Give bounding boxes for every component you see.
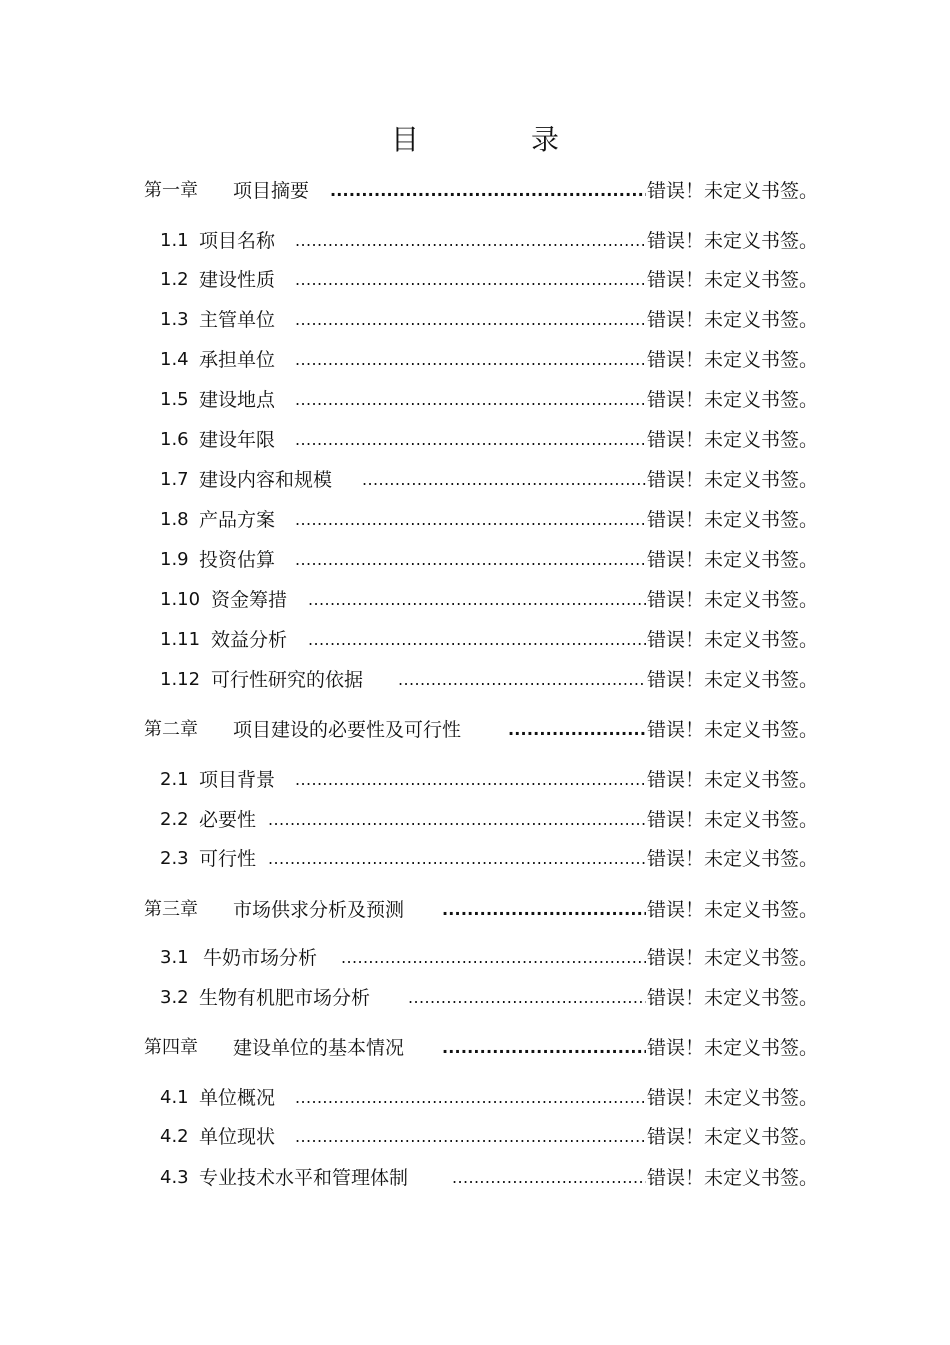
toc-chapter[interactable] <box>0 895 950 925</box>
toc-label: 生物有机肥市场分析 <box>199 987 371 1009</box>
toc-section[interactable] <box>0 943 950 973</box>
toc-page-ref: 错误！未定义书签。 <box>647 429 819 451</box>
toc-label: 效益分析 <box>211 629 288 651</box>
toc-section[interactable] <box>0 345 950 375</box>
toc-number: 第四章 <box>144 1037 198 1058</box>
toc-number: 1.2 <box>160 269 189 290</box>
toc-number: 1.9 <box>160 549 189 570</box>
toc-page-ref: 错误！未定义书签。 <box>647 987 819 1009</box>
toc-number: 1.7 <box>160 469 189 490</box>
toc-section[interactable] <box>0 265 950 295</box>
toc-leader-dots <box>330 176 646 206</box>
toc-page-ref: 错误！未定义书签。 <box>647 947 819 969</box>
toc-leader-dots <box>508 715 646 745</box>
toc-chapter[interactable] <box>0 1033 950 1063</box>
toc-number: 2.2 <box>160 809 189 830</box>
toc-number: 1.3 <box>160 309 189 330</box>
toc-number: 1.11 <box>160 629 201 650</box>
toc-number: 第二章 <box>144 719 198 740</box>
toc-leader-dots <box>308 625 646 655</box>
toc-leader-dots <box>295 305 646 335</box>
toc-section[interactable] <box>0 805 950 835</box>
toc-page-ref: 错误！未定义书签。 <box>647 1037 819 1059</box>
toc-number: 1.8 <box>160 509 189 530</box>
toc-page-ref: 错误！未定义书签。 <box>647 589 819 611</box>
toc-label: 建设年限 <box>199 429 276 451</box>
toc-page-ref: 错误！未定义书签。 <box>647 269 819 291</box>
toc-page-ref: 错误！未定义书签。 <box>647 469 819 491</box>
toc-number: 1.12 <box>160 669 201 690</box>
toc-leader-dots <box>398 665 646 695</box>
toc-leader-dots <box>308 585 646 615</box>
toc-leader-dots <box>268 844 646 874</box>
toc-number: 2.1 <box>160 769 189 790</box>
toc-page-ref: 错误！未定义书签。 <box>647 1167 819 1189</box>
toc-page-ref: 错误！未定义书签。 <box>647 848 819 870</box>
toc-number: 3.1 <box>160 947 189 968</box>
toc-leader-dots <box>408 983 646 1013</box>
toc-page-ref: 错误！未定义书签。 <box>647 509 819 531</box>
toc-label: 项目名称 <box>199 230 276 252</box>
toc-page-ref: 错误！未定义书签。 <box>647 389 819 411</box>
toc-section[interactable] <box>0 665 950 695</box>
toc-section[interactable] <box>0 1163 950 1193</box>
toc-section[interactable] <box>0 305 950 335</box>
toc-section[interactable] <box>0 585 950 615</box>
toc-page-ref: 错误！未定义书签。 <box>647 809 819 831</box>
title-char-2: 录 <box>531 123 560 156</box>
toc-section[interactable] <box>0 983 950 1013</box>
toc-page-ref: 错误！未定义书签。 <box>647 1087 819 1109</box>
toc-label: 专业技术水平和管理体制 <box>199 1167 409 1189</box>
toc-leader-dots <box>442 895 646 925</box>
toc-section[interactable] <box>0 425 950 455</box>
toc-leader-dots <box>268 805 646 835</box>
toc-number: 4.3 <box>160 1167 189 1188</box>
toc-label: 建设内容和规模 <box>199 469 333 491</box>
toc-number: 1.1 <box>160 230 189 251</box>
toc-label: 资金筹措 <box>211 589 288 611</box>
toc-number: 2.3 <box>160 848 189 869</box>
toc-leader-dots <box>341 943 646 973</box>
toc-page-ref: 错误！未定义书签。 <box>647 899 819 921</box>
toc-label: 单位概况 <box>199 1087 276 1109</box>
toc-section[interactable] <box>0 844 950 874</box>
toc-label: 单位现状 <box>199 1126 276 1148</box>
toc-number: 第三章 <box>144 899 198 920</box>
toc-section[interactable] <box>0 465 950 495</box>
toc-number: 4.1 <box>160 1087 189 1108</box>
toc-label: 牛奶市场分析 <box>203 947 318 969</box>
toc-leader-dots <box>295 425 646 455</box>
toc-leader-dots <box>295 226 646 256</box>
toc-section[interactable] <box>0 1122 950 1152</box>
toc-label: 项目摘要 <box>233 180 310 202</box>
toc-section[interactable] <box>0 1083 950 1113</box>
toc-number: 1.4 <box>160 349 189 370</box>
toc-label: 项目建设的必要性及可行性 <box>233 719 462 741</box>
toc-leader-dots <box>295 345 646 375</box>
toc-label: 必要性 <box>199 809 257 831</box>
toc-label: 承担单位 <box>199 349 276 371</box>
toc-leader-dots <box>295 265 646 295</box>
title-char-1: 目 <box>390 123 419 156</box>
toc-leader-dots <box>452 1163 646 1193</box>
toc-page-ref: 错误！未定义书签。 <box>647 309 819 331</box>
toc-number: 1.6 <box>160 429 189 450</box>
toc-page-ref: 错误！未定义书签。 <box>647 719 819 741</box>
toc-label: 主管单位 <box>199 309 276 331</box>
toc-leader-dots <box>295 505 646 535</box>
toc-leader-dots <box>442 1033 646 1063</box>
toc-leader-dots <box>295 545 646 575</box>
toc-number: 3.2 <box>160 987 189 1008</box>
toc-section[interactable] <box>0 226 950 256</box>
toc-section[interactable] <box>0 625 950 655</box>
toc-leader-dots <box>362 465 646 495</box>
toc-page-ref: 错误！未定义书签。 <box>647 769 819 791</box>
toc-label: 产品方案 <box>199 509 276 531</box>
toc-number: 1.5 <box>160 389 189 410</box>
toc-label: 可行性研究的依据 <box>211 669 364 691</box>
toc-leader-dots <box>295 1122 646 1152</box>
toc-number: 1.10 <box>160 589 201 610</box>
toc-label: 投资估算 <box>199 549 276 571</box>
toc-section[interactable] <box>0 545 950 575</box>
toc-section[interactable] <box>0 765 950 795</box>
toc-page-ref: 错误！未定义书签。 <box>647 349 819 371</box>
toc-label: 建设性质 <box>199 269 276 291</box>
toc-leader-dots <box>295 385 646 415</box>
page-title <box>0 118 950 158</box>
toc-label: 建设单位的基本情况 <box>233 1037 405 1059</box>
toc-section[interactable] <box>0 505 950 535</box>
toc-page-ref: 错误！未定义书签。 <box>647 230 819 252</box>
toc-label: 建设地点 <box>199 389 276 411</box>
toc-page-ref: 错误！未定义书签。 <box>647 180 819 202</box>
toc-chapter[interactable] <box>0 715 950 745</box>
toc-leader-dots <box>295 1083 646 1113</box>
toc-chapter[interactable] <box>0 176 950 206</box>
toc-label: 项目背景 <box>199 769 276 791</box>
toc-label: 可行性 <box>199 848 257 870</box>
toc-page-ref: 错误！未定义书签。 <box>647 1126 819 1148</box>
toc-number: 4.2 <box>160 1126 189 1147</box>
toc-page-ref: 错误！未定义书签。 <box>647 549 819 571</box>
toc-page-ref: 错误！未定义书签。 <box>647 629 819 651</box>
toc-label: 市场供求分析及预测 <box>233 899 405 921</box>
toc-page-ref: 错误！未定义书签。 <box>647 669 819 691</box>
toc-section[interactable] <box>0 385 950 415</box>
toc-leader-dots <box>295 765 646 795</box>
toc-number: 第一章 <box>144 180 198 201</box>
